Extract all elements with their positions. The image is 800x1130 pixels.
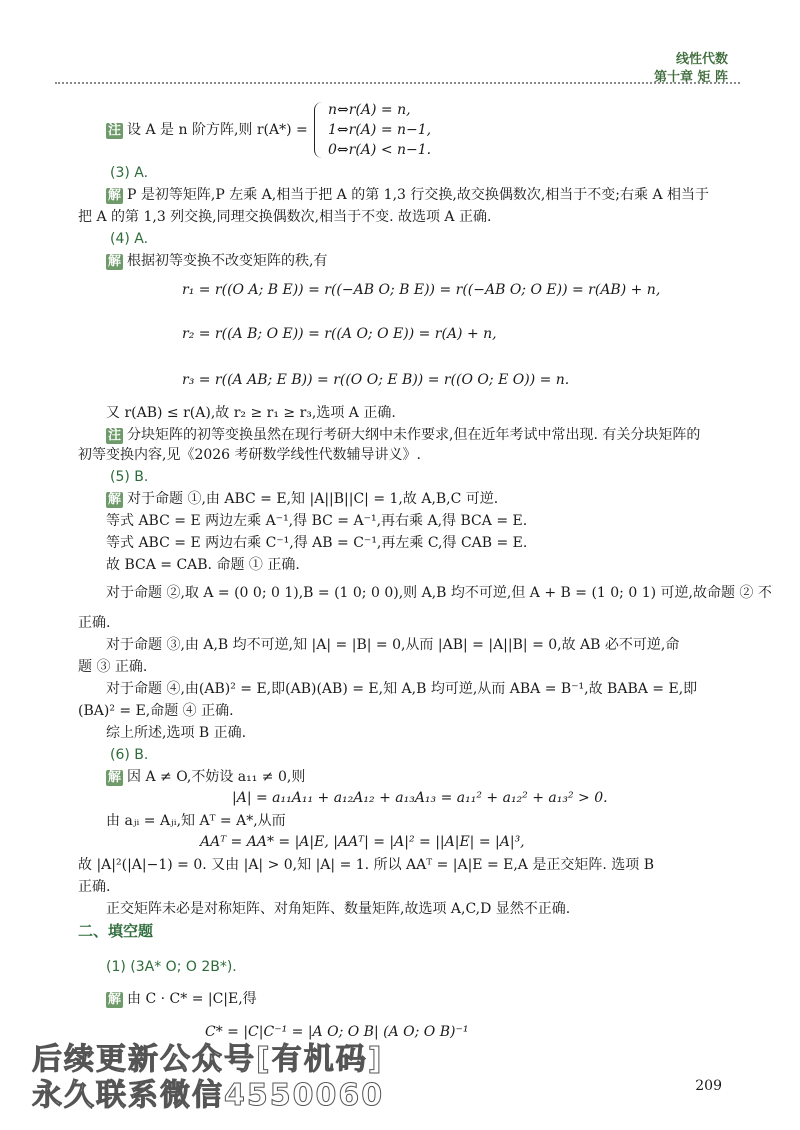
solution-6-line-5: 正交矩阵未必是对称矩阵、对角矩阵、数量矩阵,故选项 A,C,D 显然不正确.: [106, 901, 571, 917]
answer-5: (5) B.: [110, 469, 149, 485]
solution-5-line-2: 等式 ABC = E 两边左乘 A⁻¹,得 BC = A⁻¹,再右乘 A,得 BCA = E.: [106, 513, 528, 529]
note-2-line-1: [106, 426, 700, 444]
solution-tag: 解: [108, 992, 122, 1007]
note-tag: 注: [108, 123, 122, 138]
equation-aat: AAᵀ = AA* = |A|E, |AAᵀ| = |A|² = ||A|E| = |A|³,: [200, 834, 525, 850]
solution-5-line-1: [106, 490, 498, 508]
solution-6-text: 因 A ≠ O,不妨设 a₁₁ ≠ 0,则: [127, 769, 306, 785]
solution-5-line-6: 正确.: [78, 615, 111, 631]
note-2-text: 分块矩阵的初等变换虽然在现行考研大纲中未作要求,但在近年考试中常出现. 有关分块矩阵的: [127, 427, 701, 443]
solution-6-line-2: 由 aⱼᵢ = Aⱼᵢ,知 Aᵀ = A*,从而: [106, 813, 286, 829]
equation-det: |A| = a₁₁A₁₁ + a₁₂A₁₂ + a₁₃A₁₃ = a₁₁² + a₁₂² + a₁₃² > 0.: [232, 790, 608, 806]
fill-solution-1-text: 由 C · C* = |C|E,得: [127, 991, 257, 1007]
solution-tag: 解: [108, 254, 122, 269]
solution-5-text: 对于命题 ①,由 ABC = E,知 |A||B||C| = 1,故 A,B,C 可逆.: [127, 491, 499, 507]
solution-4-text: 根据初等变换不改变矩阵的秩,有: [127, 253, 328, 269]
equation-r2: r₂ = r((A B; O E)) = r((A O; O E)) = r(A) + n,: [182, 326, 497, 342]
solution-5-line-3: 等式 ABC = E 两边右乘 C⁻¹,得 AB = C⁻¹,再左乘 C,得 CAB = E.: [106, 535, 528, 551]
piecewise-case-1: n⇔r(A) = n,: [328, 102, 411, 118]
solution-5-line-10: (BA)² = E,命题 ④ 正确.: [78, 703, 234, 719]
note-2-line-2: 初等变换内容,见《2026 考研数学线性代数辅导讲义》.: [78, 447, 421, 463]
answer-6: (6) B.: [110, 747, 149, 763]
solution-6-line-3: 故 |A|²(|A|−1) = 0. 又由 |A| > 0,知 |A| = 1. 所以 AAᵀ = |A|E = E,A 是正交矩阵. 选项 B: [78, 857, 655, 873]
solution-5-line-5: 对于命题 ②,取 A = (0 0; 0 1),B = (1 0; 0 0),则 A,B 均不可逆,但 A + B = (1 0; 0 1) 可逆,故命题 ② 不: [106, 585, 772, 601]
solution-tag: 解: [108, 188, 122, 203]
solution-tag: 解: [108, 492, 122, 507]
note-1-text: 设 A 是 n 阶方阵,则 r(A*) =: [127, 122, 308, 138]
solution-6-line-1: [106, 768, 305, 786]
section-title-fill-in: 二、填空题: [78, 922, 154, 940]
solution-5-line-4: 故 BCA = CAB. 命题 ① 正确.: [106, 557, 300, 573]
watermark-line-2: 永久联系微信4550060: [32, 1078, 385, 1113]
solution-3-line-2: 把 A 的第 1,3 列交换,同理交换偶数次,相当于不变. 故选项 A 正确.: [78, 209, 492, 225]
watermark-line-1: 后续更新公众号[有机码]: [32, 1042, 384, 1077]
note-1: [106, 121, 308, 139]
answer-3: (3) A.: [110, 165, 149, 181]
fill-answer-1: (1) (3A* O; O 2B*).: [106, 959, 237, 975]
solution-4-conclusion: 又 r(AB) ≤ r(A),故 r₂ ≥ r₁ ≥ r₃,选项 A 正确.: [106, 405, 396, 421]
piecewise-case-3: 0⇔r(A) < n−1.: [328, 142, 432, 158]
solution-5-line-8: 题 ③ 正确.: [78, 659, 148, 675]
solution-3-line-1: [106, 186, 709, 204]
answer-4: (4) A.: [110, 231, 149, 247]
equation-r3: r₃ = r((A AB; E B)) = r((O O; E B)) = r((O O; E O)) = n.: [182, 372, 570, 388]
solution-5-line-11: 综上所述,选项 B 正确.: [106, 725, 247, 741]
solution-5-line-7: 对于命题 ③,由 A,B 均不可逆,知 |A| = |B| = 0,从而 |AB| = |A||B| = 0,故 AB 必不可逆,命: [106, 637, 680, 653]
note-tag: 注: [108, 428, 122, 443]
equation-cstar: C* = |C|C⁻¹ = |A O; O B| (A O; O B)⁻¹: [205, 1024, 469, 1040]
solution-5-line-9: 对于命题 ④,由(AB)² = E,即(AB)(AB) = E,知 A,B 均可逆,从而 ABA = B⁻¹,故 BABA = E,即: [106, 681, 698, 697]
header-book-title: 线性代数: [675, 52, 728, 67]
header-chapter: 第十章 矩 阵: [653, 70, 728, 85]
piecewise-case-2: 1⇔r(A) = n−1,: [328, 122, 432, 138]
solution-6-line-4: 正确.: [78, 879, 111, 895]
solution-3-text: P 是初等矩阵,P 左乘 A,相当于把 A 的第 1,3 行交换,故交换偶数次,相当于不变;右乘 A 相当于: [127, 187, 710, 203]
solution-4-intro: [106, 252, 327, 270]
header-divider: [55, 82, 740, 84]
equation-r1: r₁ = r((O A; B E)) = r((−AB O; B E)) = r((−AB O; O E)) = r(AB) + n,: [182, 282, 661, 298]
solution-tag: 解: [108, 770, 122, 785]
fill-solution-1: [106, 990, 257, 1008]
page-number: 209: [695, 1078, 722, 1094]
piecewise-brace: [314, 102, 325, 158]
